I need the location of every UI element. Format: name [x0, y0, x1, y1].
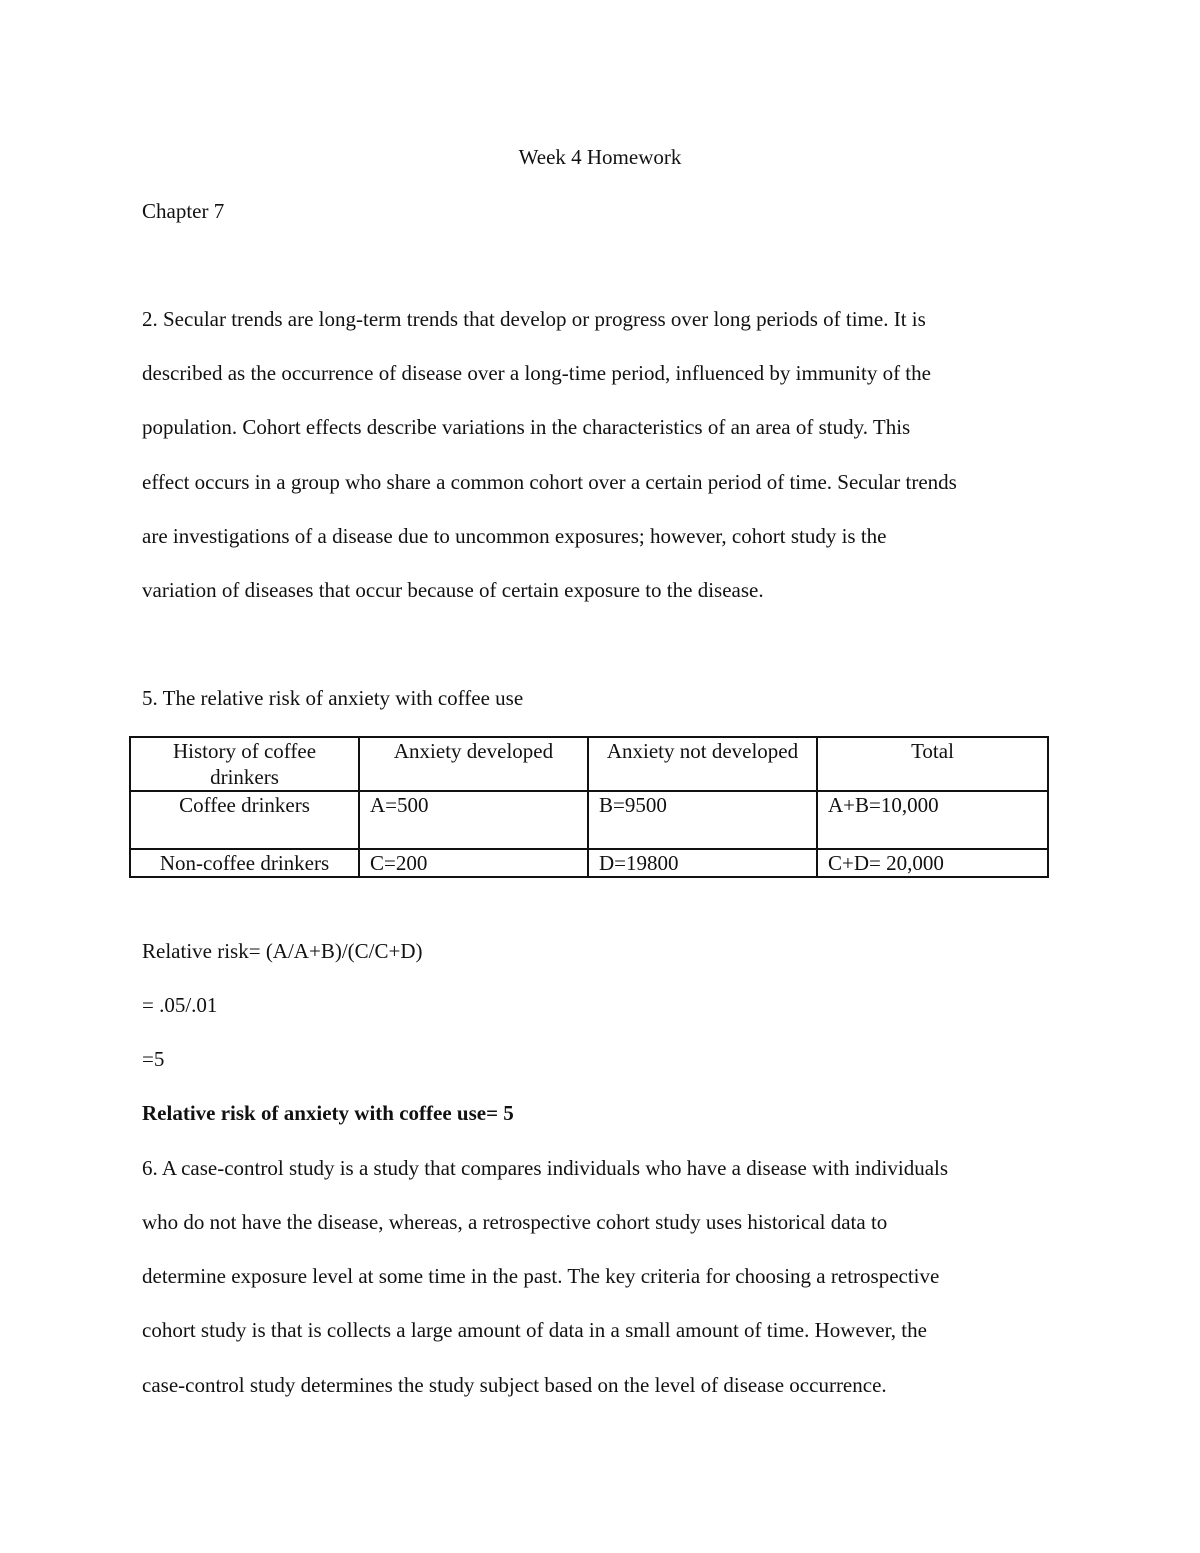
paragraph-line: are investigations of a disease due to uncommon exposures; however, cohort study is the [142, 524, 887, 548]
paragraph-line: population. Cohort effects describe variations in the characteristics of an area of study. This [142, 415, 911, 439]
paragraph-line: cohort study is that is collects a large amount of data in a small amount of time. However, the [142, 1318, 927, 1342]
paragraph-line: 2. Secular trends are long-term trends that develop or progress over long periods of time. It is [142, 307, 926, 331]
paragraph-line: determine exposure level at some time in the past. The key criteria for choosing a retrospective [142, 1264, 940, 1288]
risk-table [129, 736, 1049, 878]
paragraph-line: who do not have the disease, whereas, a retrospective cohort study uses historical data to [142, 1210, 888, 1234]
table-header-cell: Anxiety developed [359, 737, 588, 791]
table-cell: B=9500 [588, 791, 817, 849]
paragraph-line: 6. A case-control study is a study that compares individuals who have a disease with individuals [142, 1156, 949, 1180]
table-header-cell: Anxiety not developed [588, 737, 817, 791]
table-cell: D=19800 [588, 849, 817, 877]
paragraph-line: described as the occurrence of disease over a long-time period, influenced by immunity of the [142, 361, 931, 385]
calculation-line: =5 [142, 1047, 165, 1071]
table-cell: A=500 [359, 791, 588, 849]
table-cell: A+B=10,000 [817, 791, 1048, 849]
table-row [130, 791, 1048, 849]
result-statement: Relative risk of anxiety with coffee use= 5 [142, 1101, 514, 1125]
calculation-line: = .05/.01 [142, 993, 218, 1017]
table-header-cell: History of coffee drinkers [130, 737, 359, 791]
paragraph-line: effect occurs in a group who share a common cohort over a certain period of time. Secular trends [142, 470, 957, 494]
table-row [130, 849, 1048, 877]
table-cell: Non-coffee drinkers [130, 849, 359, 877]
table-cell: Coffee drinkers [130, 791, 359, 849]
paragraph-line: case-control study determines the study subject based on the level of disease occurrence. [142, 1373, 887, 1397]
calculation-line: Relative risk= (A/A+B)/(C/C+D) [142, 939, 423, 963]
paragraph-line: variation of diseases that occur because of certain exposure to the disease. [142, 578, 764, 602]
table-header-row [130, 737, 1048, 791]
table-cell: C=200 [359, 849, 588, 877]
chapter-heading: Chapter 7 [142, 199, 225, 223]
question-5-heading: 5. The relative risk of anxiety with coffee use [142, 686, 524, 710]
document-title: Week 4 Homework [518, 145, 682, 169]
table-header-cell: Total [817, 737, 1048, 791]
table-cell: C+D= 20,000 [817, 849, 1048, 877]
